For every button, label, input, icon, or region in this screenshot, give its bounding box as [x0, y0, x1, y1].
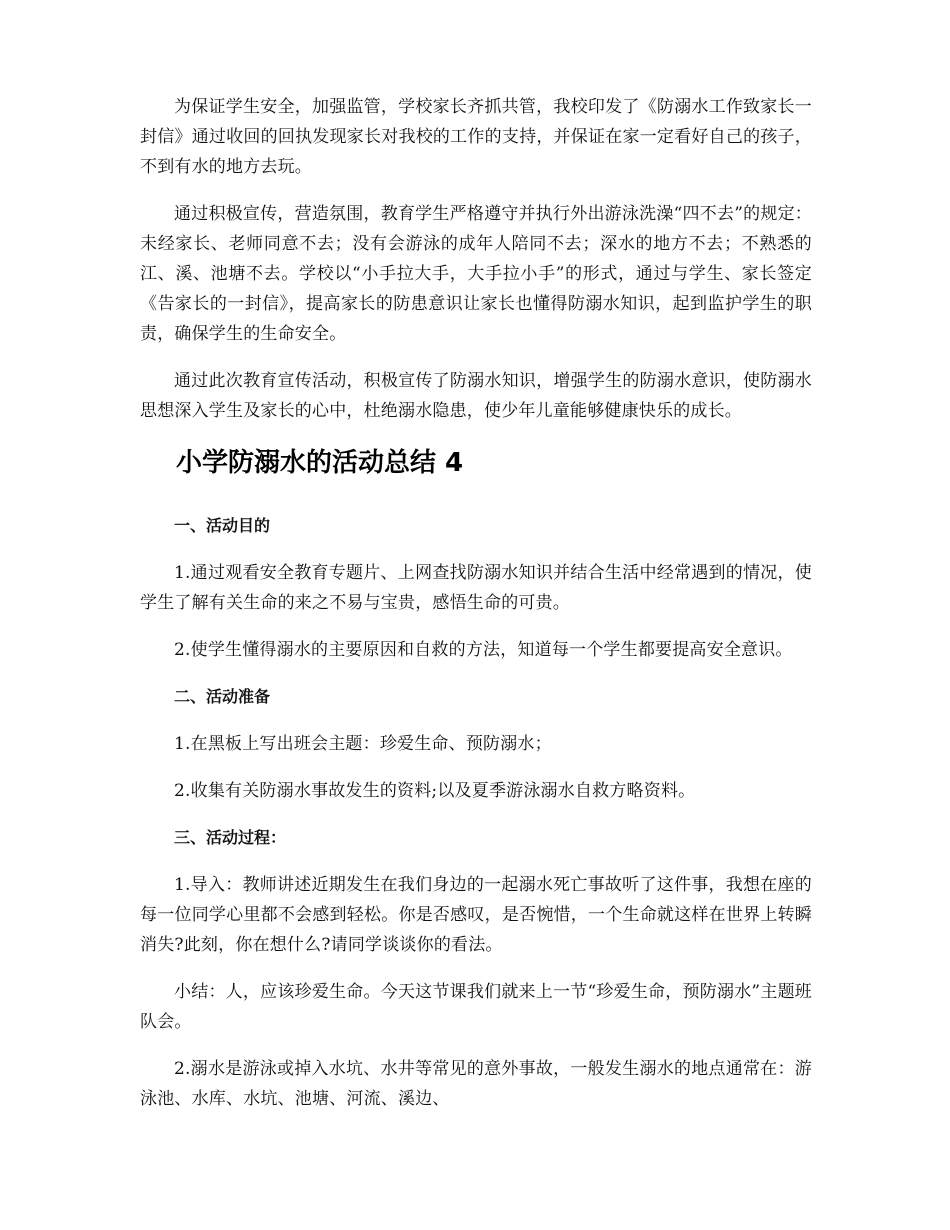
process-item-1: 1.导入：教师讲述近期发生在我们身边的一起溺水死亡事故听了这件事，我想在座的每一位同学心里都不会感到轻松。你是否感叹，是否惋惜，一个生命就这样在世界上转瞬消失?此刻，你在想什么?请同学谈谈你的看法。	[140, 875, 812, 955]
intro-paragraph-3: 通过此次教育宣传活动，积极宣传了防溺水知识，增强学生的防溺水意识，使防溺水思想深入学生及家长的心中，杜绝溺水隐患，使少年儿童能够健康快乐的成长。	[140, 371, 812, 421]
document-page	[140, 92, 812, 1131]
intro-paragraph-2: 通过积极宣传，营造氛围，教育学生严格遵守并执行外出游泳洗澡“四不去”的规定：未经家长、老师同意不去；没有会游泳的成年人陪同不去；深水的地方不去；不熟悉的江、溪、池塘不去。学校以“小手拉大手，大手拉小手”的形式，通过与学生、家长签定《告家长的一封信》，提高家长的防患意识让家长也懂得防溺水知识，起到监护学生的职责，确保学生的生命安全。	[140, 204, 812, 344]
process-summary: 小结：人，应该珍爱生命。今天这节课我们就来上一节“珍爱生命，预防溺水”主题班队会。	[140, 982, 812, 1032]
preparation-item-1: 1.在黑板上写出班会主题：珍爱生命、预防溺水；	[174, 734, 552, 754]
purpose-item-2: 2.使学生懂得溺水的主要原因和自救的方法，知道每一个学生都要提高安全意识。	[174, 640, 793, 660]
section-title: 小学防溺水的活动总结 4	[176, 448, 464, 478]
heading-activity-purpose: 一、活动目的	[174, 516, 271, 535]
heading-activity-preparation: 二、活动准备	[174, 687, 271, 706]
process-item-2: 2.溺水是游泳或掉入水坑、水井等常见的意外事故，一般发生溺水的地点通常在：游泳池、水库、水坑、池塘、河流、溪边、	[140, 1059, 812, 1109]
intro-paragraph-1: 为保证学生安全，加强监管，学校家长齐抓共管，我校印发了《防溺水工作致家长一封信》通过收回的回执发现家长对我校的工作的支持，并保证在家一定看好自己的孩子，不到有水的地方去玩。	[140, 97, 812, 177]
purpose-item-1: 1.通过观看安全教育专题片、上网查找防溺水知识并结合生活中经常遇到的情况，使学生了解有关生命的来之不易与宝贵，感悟生命的可贵。	[140, 563, 812, 613]
preparation-item-2: 2.收集有关防溺水事故发生的资料;以及夏季游泳溺水自救方略资料。	[174, 781, 696, 801]
heading-activity-process: 三、活动过程：	[174, 828, 287, 847]
